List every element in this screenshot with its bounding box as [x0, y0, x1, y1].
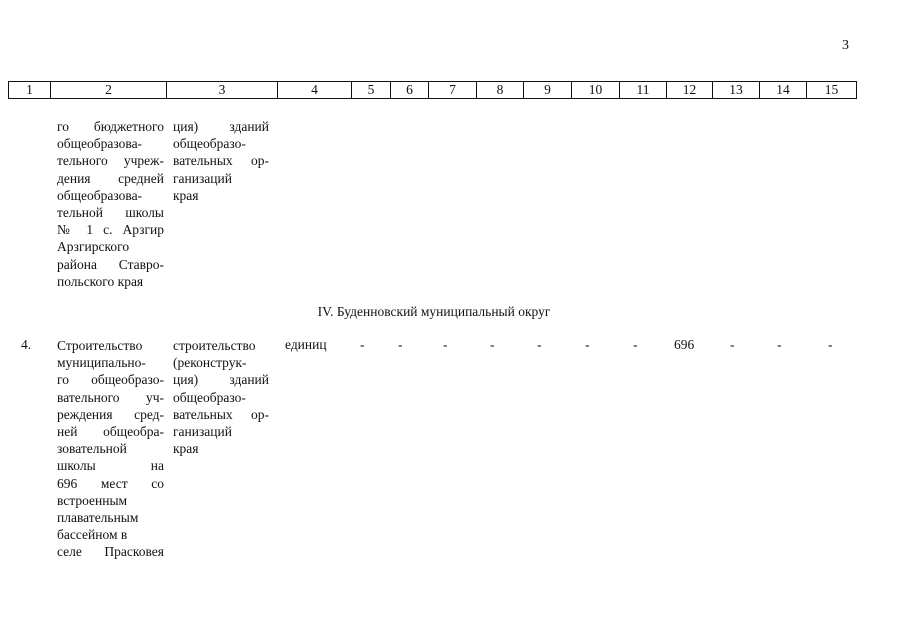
value-col-12: 696: [674, 337, 695, 352]
text-line: дения средней: [57, 170, 164, 186]
text-line: 696 мест со: [57, 475, 164, 491]
column-header: 1: [9, 82, 51, 99]
text-line: муниципально-: [57, 355, 146, 371]
value-col-7: -: [443, 337, 448, 352]
column-header: 7: [429, 82, 477, 99]
column-header: 6: [391, 82, 429, 99]
value-col-11: -: [633, 337, 638, 352]
continued-work-type: [173, 118, 269, 204]
text-line: Арзгирского: [57, 239, 130, 255]
text-line: зовательной: [57, 441, 127, 457]
value-col-8: -: [490, 337, 495, 352]
text-line: края: [173, 441, 199, 457]
text-line: го бюджетного: [57, 119, 164, 134]
text-line: ция) зданий: [173, 119, 269, 134]
text-line: района Ставро-: [57, 256, 164, 272]
text-line: польского края: [57, 273, 144, 289]
text-line: ганизаций: [173, 424, 232, 440]
text-line: тельной школы: [57, 205, 164, 221]
text-line: го общеобразо-: [57, 372, 164, 388]
column-header: 11: [620, 82, 667, 99]
text-line: плавательным: [57, 510, 139, 526]
column-header: 8: [477, 82, 524, 99]
value-col-14: -: [777, 337, 782, 352]
text-line: вательных ор-: [173, 406, 269, 422]
column-header-table: [8, 81, 857, 99]
column-header: 13: [713, 82, 760, 99]
column-header: 9: [524, 82, 572, 99]
text-line: вательного уч-: [57, 389, 164, 405]
value-col-10: -: [585, 337, 590, 352]
value-col-15: -: [828, 337, 833, 352]
text-line: ция) зданий: [173, 372, 269, 388]
value-col-5: -: [360, 337, 365, 352]
text-line: вательных ор-: [173, 153, 269, 169]
text-line: школы на: [57, 458, 164, 474]
column-header: 3: [167, 82, 278, 99]
text-line: ганизаций: [173, 170, 232, 186]
continued-object-name: [57, 118, 164, 290]
work-type: [173, 337, 269, 457]
text-line: края: [173, 187, 199, 203]
text-line: реждения сред-: [57, 406, 164, 422]
text-line: (реконструк-: [173, 355, 247, 371]
text-line: общеобразо-: [173, 389, 246, 405]
object-name: [57, 337, 164, 561]
text-line: Строительство: [57, 338, 143, 353]
text-line: встроенным: [57, 492, 128, 508]
column-header: 14: [760, 82, 807, 99]
section-title: IV. Буденновский муниципальный округ: [317, 304, 551, 319]
text-line: общеобразова-: [57, 187, 143, 203]
unit-of-measure: единиц: [285, 337, 327, 352]
text-line: селе Прасковея: [57, 544, 164, 560]
column-header-row: [9, 82, 857, 99]
text-line: общеобразо-: [173, 136, 246, 152]
value-col-9: -: [537, 337, 542, 352]
value-col-6: -: [398, 337, 403, 352]
text-line: общеобразова-: [57, 136, 143, 152]
text-line: ней общеобра-: [57, 424, 164, 440]
column-header: 2: [51, 82, 167, 99]
text-line: строительство: [173, 338, 256, 353]
column-header: 10: [572, 82, 620, 99]
text-line: бассейном в: [57, 527, 128, 543]
page-number: 3: [842, 38, 849, 53]
text-line: тельного учреж-: [57, 153, 164, 169]
text-line: № 1 с. Арзгир: [57, 222, 164, 238]
value-col-13: -: [730, 337, 735, 352]
column-header: 15: [807, 82, 857, 99]
column-header: 5: [352, 82, 391, 99]
row-number: 4.: [21, 337, 32, 352]
column-header: 12: [667, 82, 713, 99]
column-header: 4: [278, 82, 352, 99]
